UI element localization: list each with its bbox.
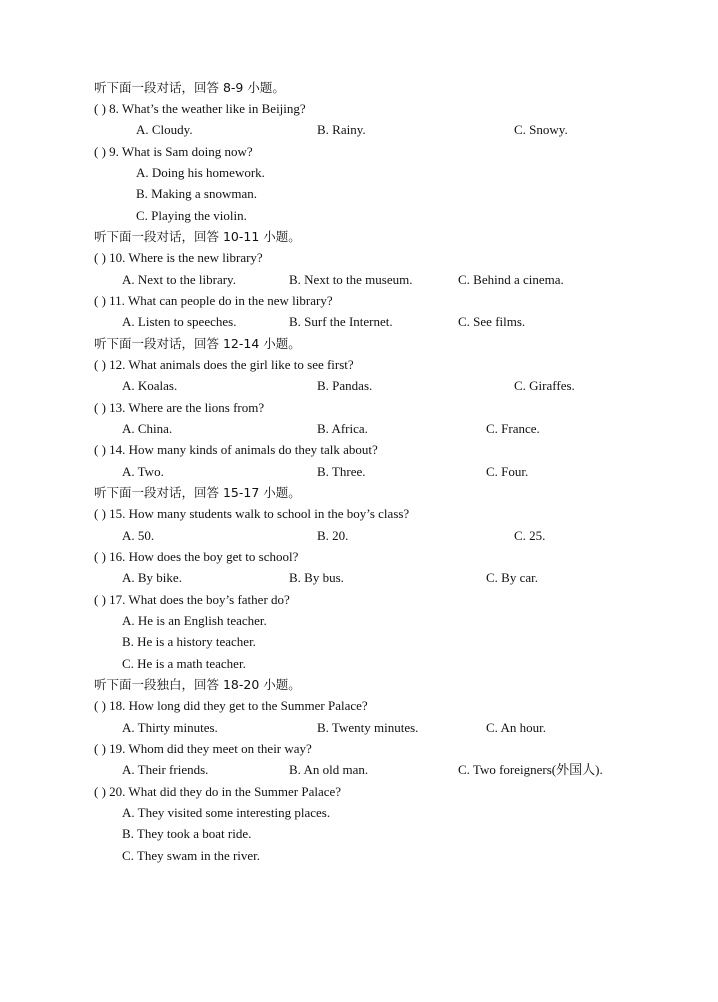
options-row bbox=[0, 526, 718, 546]
option-c: C. By car. bbox=[486, 570, 538, 585]
option-b: B. Surf the Internet. bbox=[289, 314, 393, 329]
options-row bbox=[0, 312, 718, 332]
options-row bbox=[0, 760, 718, 780]
option-b: B. An old man. bbox=[289, 762, 369, 777]
options-row bbox=[0, 270, 718, 290]
option-a: A. Next to the library. bbox=[122, 272, 236, 287]
options-row bbox=[0, 568, 718, 588]
option-b: B. Pandas. bbox=[317, 378, 373, 393]
option-a: A. Their friends. bbox=[122, 762, 209, 777]
question-stem: ( ) 10. Where is the new library? bbox=[94, 250, 263, 265]
option-a: A. Thirty minutes. bbox=[122, 720, 218, 735]
option-b: B. Making a snowman. bbox=[136, 186, 257, 201]
question-stem: ( ) 16. How does the boy get to school? bbox=[94, 549, 299, 564]
option-a: A. Doing his homework. bbox=[136, 165, 265, 180]
option-b: B. They took a boat ride. bbox=[122, 826, 252, 841]
option-c: C. France. bbox=[486, 421, 540, 436]
option-c: C. Snowy. bbox=[514, 122, 568, 137]
question-stem: ( ) 13. Where are the lions from? bbox=[94, 400, 265, 415]
option-c: C. An hour. bbox=[486, 720, 546, 735]
option-a: A. Koalas. bbox=[122, 378, 178, 393]
question-stem: ( ) 18. How long did they get to the Summer Palace? bbox=[94, 698, 368, 713]
question-stem: ( ) 17. What does the boy’s father do? bbox=[94, 592, 290, 607]
option-b: B. Twenty minutes. bbox=[317, 720, 419, 735]
question-stem: ( ) 19. Whom did they meet on their way? bbox=[94, 741, 312, 756]
question-stem: ( ) 9. What is Sam doing now? bbox=[94, 144, 253, 159]
options-row bbox=[0, 419, 718, 439]
option-b: B. Three. bbox=[317, 464, 366, 479]
option-c: C. Two foreigners(外国人). bbox=[458, 762, 603, 777]
option-a: A. Two. bbox=[122, 464, 164, 479]
section-header: 听下面一段对话，回答 10-11 小题。 bbox=[94, 229, 301, 244]
option-c: C. Giraffes. bbox=[514, 378, 575, 393]
option-a: A. Cloudy. bbox=[136, 122, 193, 137]
option-a: A. He is an English teacher. bbox=[122, 613, 267, 628]
options-row bbox=[0, 120, 718, 140]
option-b: B. Rainy. bbox=[317, 122, 366, 137]
option-c: C. See films. bbox=[458, 314, 526, 329]
option-c: C. 25. bbox=[514, 528, 546, 543]
question-stem: ( ) 20. What did they do in the Summer Palace? bbox=[94, 784, 342, 799]
section-header: 听下面一段对话，回答 15-17 小题。 bbox=[94, 485, 301, 500]
question-stem: ( ) 15. How many students walk to school in the boy’s class? bbox=[94, 506, 410, 521]
option-c: C. Behind a cinema. bbox=[458, 272, 564, 287]
options-row bbox=[0, 718, 718, 738]
options-row bbox=[0, 462, 718, 482]
question-stem: ( ) 11. What can people do in the new library? bbox=[94, 293, 333, 308]
option-c: C. Playing the violin. bbox=[136, 208, 247, 223]
option-b: B. 20. bbox=[317, 528, 349, 543]
option-c: C. He is a math teacher. bbox=[122, 656, 246, 671]
option-b: B. Africa. bbox=[317, 421, 368, 436]
question-stem: ( ) 8. What’s the weather like in Beijing? bbox=[94, 101, 306, 116]
section-header: 听下面一段对话，回答 12-14 小题。 bbox=[94, 336, 301, 351]
option-c: C. They swam in the river. bbox=[122, 848, 261, 863]
question-stem: ( ) 12. What animals does the girl like to see first? bbox=[94, 357, 354, 372]
question-stem: ( ) 14. How many kinds of animals do they talk about? bbox=[94, 442, 378, 457]
section-header: 听下面一段独白，回答 18-20 小题。 bbox=[94, 677, 301, 692]
option-b: B. By bus. bbox=[289, 570, 344, 585]
option-a: A. Listen to speeches. bbox=[122, 314, 237, 329]
option-c: C. Four. bbox=[486, 464, 529, 479]
option-b: B. He is a history teacher. bbox=[122, 634, 256, 649]
option-a: A. 50. bbox=[122, 528, 155, 543]
section-header: 听下面一段对话，回答 8-9 小题。 bbox=[94, 80, 285, 95]
options-row bbox=[0, 376, 718, 396]
option-a: A. China. bbox=[122, 421, 173, 436]
option-a: A. They visited some interesting places. bbox=[122, 805, 331, 820]
option-b: B. Next to the museum. bbox=[289, 272, 413, 287]
option-a: A. By bike. bbox=[122, 570, 182, 585]
